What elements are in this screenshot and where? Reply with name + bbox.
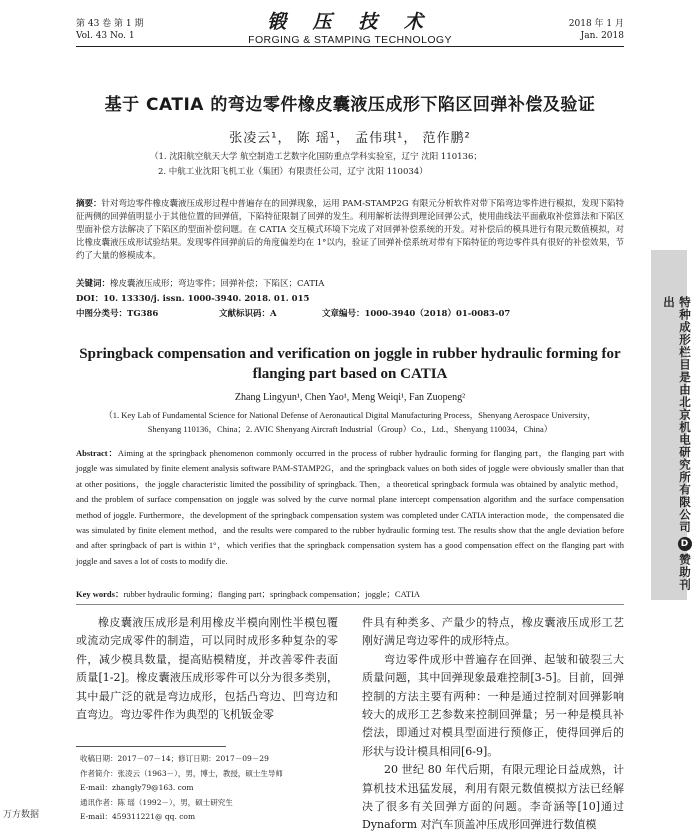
sponsor-sidebar	[651, 250, 692, 600]
body-column-right	[362, 614, 624, 835]
footnote-divider	[76, 746, 226, 747]
document-code: 文献标识码：A	[218, 309, 277, 319]
authors-en: Zhang Lingyun¹, Chen Yao¹, Meng Weiqi¹, Fan Zuopeng²	[234, 392, 466, 403]
sponsor-text	[661, 296, 693, 600]
header-divider	[76, 46, 624, 47]
article-number: 文章编号：1000-3940（2018）01-0083-07	[321, 309, 511, 319]
abstract-divider	[76, 604, 624, 605]
sponsor-text-top: 特种成形栏目是由北京机电研究所有限公司	[678, 296, 692, 534]
body-paragraph-3: 20 世纪 80 年代后期，有限元理论日益成熟，计算机技术迅猛发展，利用有限元数值模拟方法已经解决了很多有关回弹方面的问题。李奇涵等[10]通过 Dynaform 对汽车顶盖冲压成形回弹进行数值模	[362, 763, 624, 832]
keywords-en	[76, 588, 624, 601]
affiliation-en-1: （1. Key Lab of Fundamental Science for National Defense of Aeronautical Digital Manufacturing Process，Shenyang Aerospace University，	[104, 410, 596, 420]
body-column-left: 橡皮囊液压成形是利用橡皮半模向刚性半模包覆或流动完成零件的制造，可以同时成形多种复杂的零件，减少模具数量，提高贴模精度，并改善零件表面质量[1-2]。橡皮囊液压成形零件可以分为很多类别，其中最广泛的就是弯边成形，包括凸弯边、凹弯边和直弯边。弯边零件作为典型的飞机钣金零	[76, 616, 338, 722]
date-en: Jan. 2018	[580, 31, 624, 41]
date-cn: 2018 年 1 月	[568, 19, 624, 29]
volume-en: Vol. 43 No. 1	[76, 31, 135, 41]
watermark: 万方数据	[0, 806, 42, 821]
affiliation-cn-1: （1. 沈阳航空航天大学 航空制造工艺数字化国防重点学科实验室，辽宁 沈阳 110136；	[150, 152, 482, 162]
affiliations-cn	[150, 150, 570, 180]
affiliation-cn-2: 2. 中航工业沈阳飞机工业（集团）有限责任公司，辽宁 沈阳 110034）	[158, 167, 428, 177]
paper-title-cn: 基于 CATIA 的弯边零件橡皮囊液压成形下陷区回弹补偿及验证	[104, 95, 596, 115]
classification-codes	[76, 308, 624, 321]
footnote-email-2: E-mail：459311221@ qq. com	[80, 812, 196, 821]
affiliation-en-2: Shenyang 110136，China；2. AVIC Shenyang Aircraft Industrial（Group）Co.，Ltd.，Shenyang 110034，China）	[147, 424, 553, 434]
authors-cn: 张凌云¹， 陈 瑶¹， 孟伟琪¹， 范作鹏²	[229, 131, 471, 146]
body-paragraph-2: 弯边零件成形中普遍存在回弹、起皱和破裂三大质量问题，其中回弹现象最难控制[3-5]。目前，回弹控制的方法主要有两种：一种是通过控制对回弹影响较大的成形工艺参数来控制回弹量；另一种是模具补偿法，即通过对模具型面进行预修正，使得回弹后的形状与设计模具相同[6-9]。	[362, 652, 624, 758]
abstract-cn	[76, 198, 624, 263]
footnote-email-1: E-mail：zhangly79@163. com	[80, 783, 194, 792]
footnote-author: 作者简介：张凌云（1963－），男，博士，教授，硕士生导师	[80, 768, 283, 778]
volume-cn: 第 43 卷 第 1 期	[76, 19, 144, 29]
header-date	[569, 18, 624, 42]
footnote-received: 收稿日期：2017－07－14；修订日期：2017－09－29	[80, 754, 269, 763]
clc-number: 中图分类号：TG386	[76, 309, 159, 319]
sponsor-logo-icon: D	[678, 537, 692, 551]
journal-name-en: FORGING & STAMPING TECHNOLOGY	[248, 34, 452, 46]
keywords-en-label: Key words：	[76, 589, 124, 599]
abstract-en-label: Abstract：	[76, 448, 118, 458]
affiliations-en	[76, 408, 624, 436]
footnote-corresponding: 通讯作者：陈 瑶（1992－），男，硕士研究生	[80, 797, 233, 807]
keywords-en-text: rubber hydraulic forming；flanging part；springback compensation；joggle；CATIA	[123, 589, 420, 599]
abstract-en	[76, 446, 624, 569]
doi: DOI：10. 13330/j. issn. 1000-3940. 2018. 01. 015	[76, 294, 310, 304]
journal-name-cn: 锻 压 技 术	[267, 11, 433, 33]
abstract-en-text: Aiming at the springback phenomenon commonly occurred in the process of rubber hydraulic forming for flanging part，the flanging part with joggle was simulated by finite element analysis software PAM-STAMP2G，and the springback values on both sides of joggle were obviously smaller than that at other positions，the joggle characteristic limited the possibility of springback. Then，a theoretical springback formula was obtained by analytic method，and the problem of surface compensation on joggle was solved by the curve normal plane intercept compensation algorithm and the surface compensation method of joggle. Furthermore，the development of the springback compensation system was completed under CATIA interaction mode，the compensated die was simulated by finite element method，and the results were compared to the rubber hydraulic forming test. The results show that the angle deviation before and after springback of part is within 1°，which verifies that the springback compensation system has a good compensation effect on the flanging part with joggle and saves a lot of costs to modify die.	[76, 448, 624, 566]
abstract-cn-text: 针对弯边零件橡皮囊液压成形过程中普遍存在的回弹现象，运用 PAM-STAMP2G 有限元分析软件对带下陷弯边零件进行模拟，发现下陷特征两侧的回弹值明显小于其他位置的回弹值，下陷特征限制了回弹的发生。利用解析法得到理论回弹公式，使用曲线法平面截取补偿算法和下陷区型面补偿方法解决了下陷区的型面补偿问题。在 CATIA 交互模式环境下完成了对回弹补偿系统的开发。对补偿后的模具进行有限元数值模拟，对比橡皮囊液压成形试验结果。发现零件回弹前后的角度偏差均在 1°以内，验证了回弹补偿系统对带有下陷特征的弯边零件具有很好的补偿效果，节约了大量的修模成本。	[76, 199, 624, 261]
sponsor-text-bottom: 赞助刊出	[662, 296, 692, 591]
footnotes	[80, 752, 342, 825]
keywords-cn-label: 关键词：	[76, 279, 111, 289]
abstract-cn-label: 摘要：	[76, 199, 102, 209]
body-paragraph-1: 件具有种类多、产量少的特点，橡皮囊液压成形工艺刚好满足弯边零件的成形特点。	[362, 616, 624, 648]
keywords-cn-text: 橡皮囊液压成形；弯边零件；回弹补偿；下陷区；CATIA	[110, 279, 325, 289]
paper-title-en: Springback compensation and verification on joggle in rubber hydraulic forming for flanging part based on CATIA	[79, 346, 621, 382]
keywords-cn	[76, 278, 624, 291]
